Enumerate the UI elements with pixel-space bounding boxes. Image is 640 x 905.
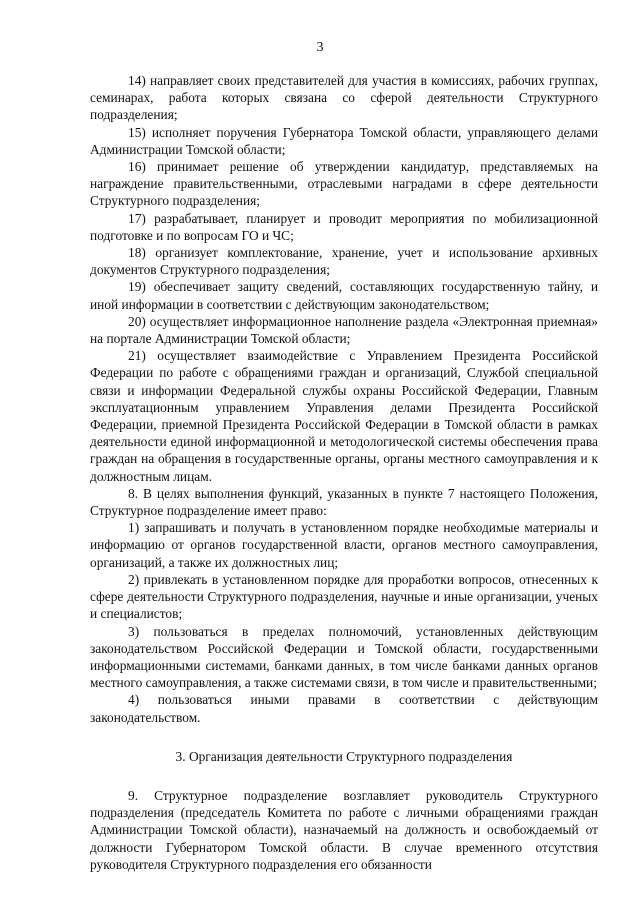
paragraph-item-21: 21) осуществляет взаимодействие с Управлением Президента Российской Федерации по работе с обращениями граждан и организаций, Службой специальной связи и информации Федеральной службы охраны Российской Федерации, Главным эксплуатационным управлением Управления делами Президента Российской Федерации, приемной Президента Российской Федерации в Томской области в рамках деятельности единой информационной и методологической системы обеспечения права граждан на обращения в государственные органы, органы местного самоуправления и к должностным лицам. bbox=[90, 348, 598, 484]
paragraph-right-1: 1) запрашивать и получать в установленном порядке необходимые материалы и информацию от органов государственной власти, органов местного самоуправления, организаций, а также их должностных лиц; bbox=[90, 520, 598, 570]
paragraph-item-20: 20) осуществляет информационное наполнение раздела «Электронная приемная» на портале Администрации Томской области; bbox=[90, 313, 598, 347]
document-body bbox=[90, 72, 598, 873]
paragraph-item-18: 18) организует комплектование, хранение, учет и использование архивных документов Структурного подразделения; bbox=[90, 245, 598, 278]
paragraph-item-15: 15) исполняет поручения Губернатора Томской области, управляющего делами Администрации Томской области; bbox=[90, 124, 598, 157]
paragraph-item-16: 16) принимает решение об утверждении кандидатур, представляемых на награждение правительственными, отраслевыми наградами в сфере деятельности Структурного подразделения; bbox=[90, 159, 598, 209]
paragraph-clause-8: 8. В целях выполнения функций, указанных в пункте 7 настоящего Положения, Структурное подразделение имеет право: bbox=[90, 485, 598, 519]
paragraph-item-19: 19) обеспечивает защиту сведений, составляющих государственную тайну, и иной информации в соответствии с действующим законодательством; bbox=[90, 279, 598, 312]
page-number: 3 bbox=[316, 40, 324, 55]
paragraph-right-3: 3) пользоваться в пределах полномочий, установленных действующим законодательством Российской Федерации и Томской области, государственными информационными системами, банками данных, в том числе банками данных органов местного самоуправления, а также системами связи, в том числе и правительственными; bbox=[90, 623, 598, 691]
paragraph-clause-9: 9. Структурное подразделение возглавляет руководитель Структурного подразделения (председатель Комитета по работе с личными обращениями граждан Администрации Томской области), назначаемый на должность и освобождаемый от должности Губернатором Томской области. В случае временного отсутствия руководителя Структурного подразделения его обязанности bbox=[90, 787, 598, 872]
paragraph-right-4: 4) пользоваться иными правами в соответствии с действующим законодательством. bbox=[90, 692, 598, 725]
paragraph-right-2: 2) привлекать в установленном порядке для проработки вопросов, отнесенных к сфере деятельности Структурного подразделения, научные и иные организации, ученых и специалистов; bbox=[90, 571, 598, 622]
paragraph-item-17: 17) разрабатывает, планирует и проводит мероприятия по мобилизационной подготовке и по вопросам ГО и ЧС; bbox=[90, 210, 598, 243]
section-heading: 3. Организация деятельности Структурного подразделения bbox=[175, 748, 513, 764]
paragraph-item-14: 14) направляет своих представителей для участия в комиссиях, рабочих группах, семинарах, работа которых связана со сферой деятельности Структурного подразделения; bbox=[90, 73, 598, 123]
